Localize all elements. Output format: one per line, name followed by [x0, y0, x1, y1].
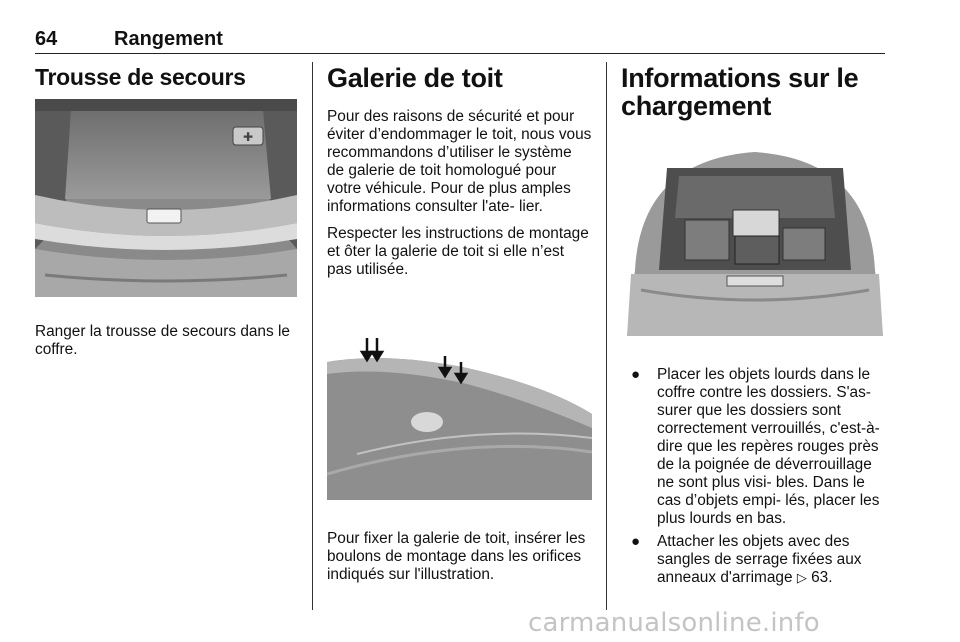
roof-rack-paragraph-1: Pour des raisons de sécurité et pour éviter d’endommager le toit, nous vous recommandons d’utiliser le système de galerie de toit homologué pour votre véhicule. Pour de plus amples informations consulter l'ate- lier. — [327, 108, 592, 215]
first-aid-caption: Ranger la trousse de secours dans le coffre. — [35, 323, 290, 358]
roof-rack-paragraph-2: Respecter les instructions de montage et ôter la galerie de toit si elle n’est pas utilisée. — [327, 225, 589, 278]
first-aid-heading: Trousse de secours — [35, 64, 246, 90]
list-item: ● Attacher les objets avec des sangles de serrage fixées aux anneaux d'arrimage ▷ 63. — [631, 533, 862, 586]
bullet-icon: ● — [631, 366, 641, 383]
column-divider — [606, 62, 607, 610]
cargo-illustration — [621, 140, 889, 348]
loading-heading: Informations sur le chargement — [621, 63, 859, 121]
watermark-text: carmanualsonline.info — [528, 608, 820, 638]
page-reference-icon: ▷ — [796, 570, 807, 585]
column-first-aid — [35, 64, 297, 90]
svg-text:✚: ✚ — [242, 130, 254, 144]
roof-illustration — [327, 304, 592, 500]
bullet-icon: ● — [631, 533, 641, 550]
roof-rack-caption: Pour fixer la galerie de toit, insérer les boulons de montage dans les orifices indiqués sur l'illustration. — [327, 530, 586, 583]
loading-list-block — [621, 366, 891, 592]
list-item: ● Placer les objets lourds dans le coffre contre les dossiers. S'as- surer que les dossiers sont correctement verrouillés, c'est-à-dire que les repères rouges près de la poignée de déverrouillage ne sont plus visi- bles. Dans le cas d’objets empi- lés, placer les plus lourds en bas. — [631, 366, 880, 527]
roof-rack-caption-block — [327, 530, 592, 584]
section-title: Rangement — [114, 28, 223, 50]
column-divider — [312, 62, 313, 610]
page-reference-link[interactable]: 63. — [811, 569, 833, 586]
loading-bullet-list — [621, 366, 891, 587]
header-rule — [35, 53, 885, 54]
roof-rack-heading: Galerie de toit — [327, 63, 503, 93]
page-header — [35, 28, 885, 50]
trunk-illustration — [35, 99, 297, 297]
column-loading — [621, 64, 889, 120]
first-aid-text — [35, 323, 297, 359]
column-roof-rack — [327, 64, 592, 279]
page-number: 64 — [35, 28, 58, 50]
